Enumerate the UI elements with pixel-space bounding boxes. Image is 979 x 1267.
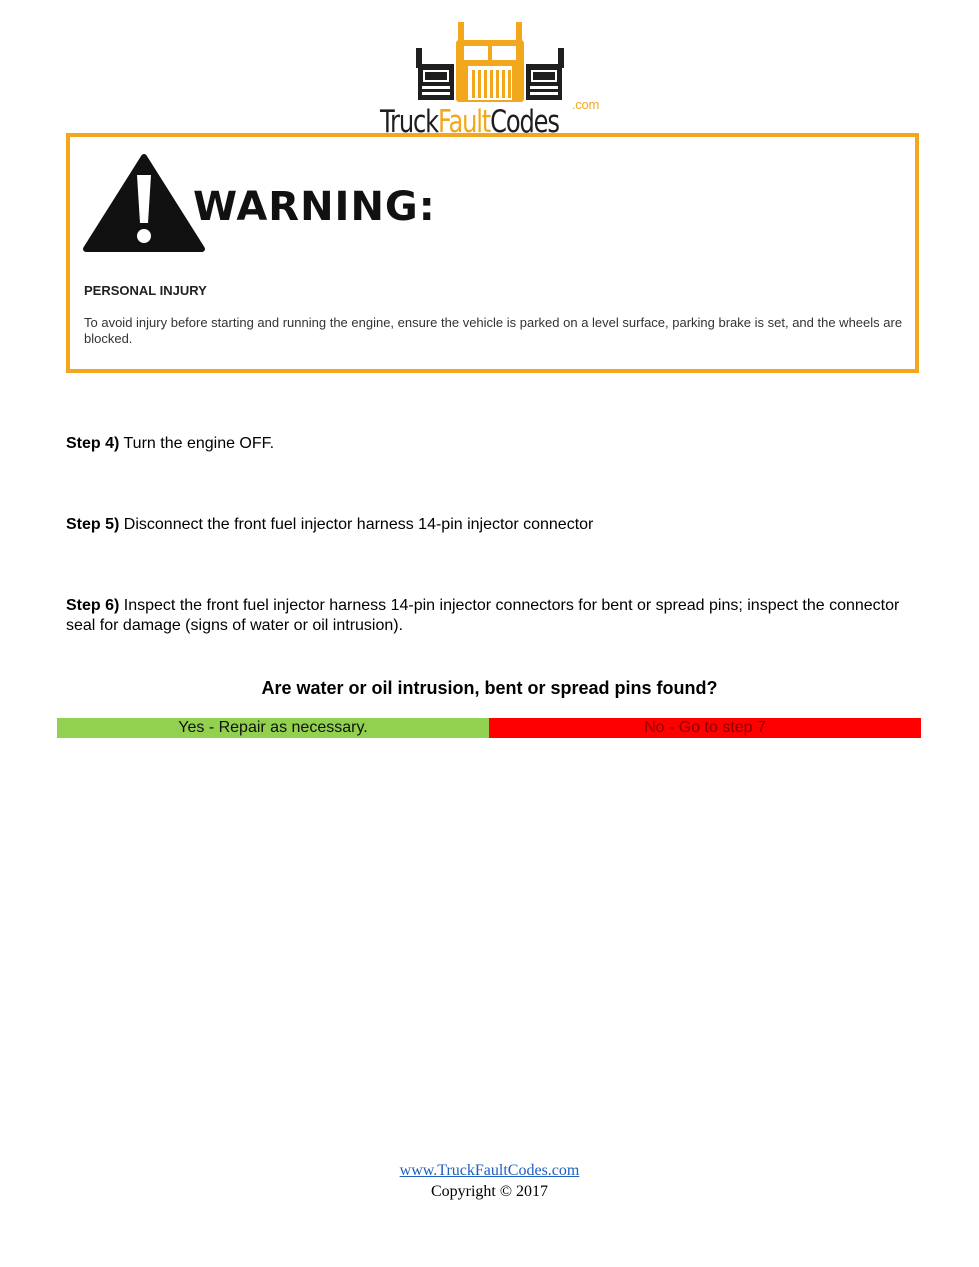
warning-triangle-icon: [82, 153, 206, 253]
logo-word-fault: Fault: [437, 104, 491, 140]
footer-website-link[interactable]: www.TruckFaultCodes.com: [399, 1162, 580, 1179]
warning-box: [66, 133, 919, 373]
logo-word-codes: Codes: [490, 104, 559, 140]
footer-copyright: Copyright © 2017: [430, 1183, 549, 1200]
warning-title: WARNING:: [193, 184, 436, 230]
truck-icon: [378, 20, 602, 104]
answer-no[interactable]: No - Go to step 7: [489, 718, 921, 738]
logo-word-truck: Truck: [380, 104, 438, 140]
step-text: Inspect the front fuel injector harness 14-pin injector connectors for bent or spread pins; inspect the connector seal for damage (signs of water or oil intrusion).: [66, 597, 900, 634]
answer-bar: [57, 718, 921, 738]
footer: [0, 1160, 979, 1202]
step-4: [66, 434, 916, 454]
answer-yes[interactable]: Yes - Repair as necessary.: [57, 718, 489, 738]
step-5: [66, 515, 916, 535]
step-label: Step 5): [66, 516, 120, 533]
warning-text: To avoid injury before starting and running the engine, ensure the vehicle is parked on a level surface, parking brake is set, and the wheels are blocked.: [84, 315, 903, 346]
step-text: Turn the engine OFF.: [119, 435, 275, 452]
truckfaultcodes-logo: [378, 20, 602, 140]
step-6: [66, 596, 916, 636]
step-text: Disconnect the front fuel injector harness 14-pin injector connector: [119, 516, 594, 533]
warning-subtitle: PERSONAL INJURY: [84, 283, 207, 298]
step-label: Step 4): [66, 435, 120, 452]
logo-suffix: .com: [572, 97, 599, 112]
step-label: Step 6): [66, 597, 120, 614]
diagnostic-question: Are water or oil intrusion, bent or spread pins found?: [261, 678, 718, 698]
